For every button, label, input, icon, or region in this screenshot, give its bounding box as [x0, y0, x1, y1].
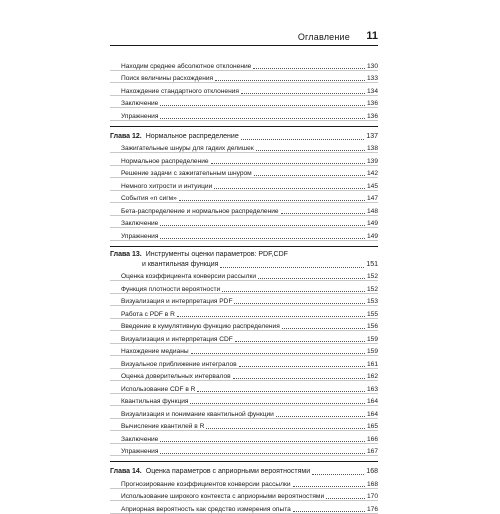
leader-dots	[222, 291, 365, 292]
toc-entry-title: Оценка доверительных интервалов	[121, 373, 231, 380]
toc-entry[interactable]	[110, 419, 378, 432]
chapter-page: 151	[366, 260, 378, 268]
leader-dots	[241, 93, 365, 94]
toc-entry[interactable]	[110, 294, 378, 307]
chapter-label: Глава 13.	[110, 250, 142, 258]
toc-entry[interactable]	[110, 444, 378, 457]
toc-entry-title: Немного хитрости и интуиции	[121, 182, 213, 190]
toc-entry-page: 156	[366, 323, 378, 330]
leader-dots	[233, 378, 365, 379]
toc-entry[interactable]	[110, 394, 378, 407]
leader-dots	[160, 105, 365, 106]
toc-entry-title: Поиск величины расхождения	[121, 75, 214, 82]
chapter-13-heading[interactable]	[110, 246, 378, 269]
toc-entry[interactable]	[110, 166, 378, 179]
toc-entry[interactable]	[110, 476, 378, 489]
chapter-label: Глава 12.	[110, 132, 142, 140]
toc-entry-title: Нормальное распределение	[121, 157, 209, 165]
leader-dots	[326, 498, 365, 499]
leader-dots	[160, 118, 365, 119]
leader-dots	[239, 366, 365, 367]
toc-entry[interactable]	[110, 319, 378, 332]
leader-dots	[258, 278, 365, 279]
toc-entry[interactable]	[110, 178, 378, 191]
toc-entry-title: Прогнозирование коэффициентов конверсии рассылки	[121, 480, 291, 488]
toc-entry[interactable]	[110, 96, 378, 109]
toc-entry-page: 145	[366, 182, 378, 190]
toc-entry-page: 162	[366, 373, 378, 380]
toc-entry-title: Заключение	[121, 220, 159, 227]
leader-dots	[293, 511, 365, 512]
toc-entry-page: 164	[366, 410, 378, 418]
chapter-label: Глава 14.	[110, 468, 142, 475]
toc-entry[interactable]	[110, 203, 378, 216]
toc-entry-title: Визуальное приближение интегралов	[121, 360, 237, 368]
leader-dots	[160, 225, 365, 226]
chapter-title: Оценка параметров с априорными вероятностями	[145, 468, 311, 475]
toc-entry-page: 163	[366, 385, 378, 393]
toc-entry[interactable]	[110, 216, 378, 229]
toc-entry-title: Вычисление квантилей в R	[121, 423, 205, 430]
toc-entry-title: Использование CDF в R	[121, 385, 196, 393]
leader-dots	[215, 80, 365, 81]
toc-entry[interactable]	[110, 501, 378, 514]
toc-entry-page: 167	[366, 448, 378, 455]
toc-entry-title: Визуализация и интерпретация CDF	[121, 335, 233, 343]
toc-entry-title: События «n сигм»	[121, 195, 177, 202]
toc-entry-page: 149	[366, 220, 378, 227]
leader-dots	[190, 403, 365, 404]
running-head-title: Оглавление	[297, 32, 350, 42]
toc-entry[interactable]	[110, 344, 378, 357]
toc-entry-page: 164	[366, 398, 378, 405]
toc-entry-page: 161	[366, 360, 378, 368]
toc-entry-title: Находим среднее абсолютное отклонение	[121, 62, 252, 70]
leader-dots	[177, 316, 365, 317]
toc-entry[interactable]	[110, 83, 378, 96]
leader-dots	[179, 200, 365, 201]
toc-entry-page: 142	[366, 170, 378, 177]
toc-entry-title: Априорная вероятность как средство измерения опыта	[121, 505, 291, 513]
toc-entry-page: 136	[366, 100, 378, 107]
leader-dots	[211, 163, 365, 164]
toc-entry-page: 159	[366, 348, 378, 355]
toc-entry-page: 170	[366, 493, 378, 500]
toc-entry-title: Использование широкого контекста с априорными вероятностями	[121, 493, 325, 500]
chapter-14-sections	[110, 476, 378, 514]
leader-dots	[214, 188, 365, 189]
toc-entry-page: 153	[366, 298, 378, 305]
leader-dots	[197, 391, 365, 392]
chapter-title: Нормальное распределение	[145, 132, 239, 140]
toc-entry[interactable]	[110, 141, 378, 154]
leader-dots	[312, 474, 364, 475]
chapter-12-heading[interactable]	[110, 126, 378, 141]
toc-entry[interactable]	[110, 269, 378, 282]
page-number: 11	[366, 30, 378, 42]
toc-entry-title: Введение в кумулятивную функцию распределения	[121, 323, 280, 330]
leader-dots	[293, 486, 365, 487]
leader-dots	[206, 428, 365, 429]
toc-entry-title: Заключение	[121, 435, 159, 443]
toc-entry-title: Работа с PDF в R	[121, 310, 175, 318]
chapter-13-sections	[110, 269, 378, 457]
toc-entry-page: 152	[366, 285, 378, 293]
toc-entry-page: 166	[366, 435, 378, 443]
toc-entry[interactable]	[110, 381, 378, 394]
leader-dots	[281, 213, 365, 214]
chapter-title-line-1: Инструменты оценки параметров: PDF,CDF	[145, 250, 288, 258]
toc-entry-page: 155	[366, 310, 378, 318]
toc-entry[interactable]	[110, 406, 378, 419]
leader-dots	[276, 416, 365, 417]
toc-entry[interactable]	[110, 489, 378, 502]
toc-entry[interactable]	[110, 191, 378, 204]
toc-entry-title: Решение задачи с зажигательным шнуром	[121, 170, 252, 177]
toc-entry-page: 136	[366, 112, 378, 120]
toc-entry-title: Визуализация и понимание квантильной функции	[121, 410, 274, 418]
leader-dots	[253, 68, 365, 69]
toc-entry[interactable]	[110, 331, 378, 344]
toc-entry-page: 168	[366, 480, 378, 488]
toc-entry-page: 149	[366, 232, 378, 240]
toc-entry-title: Зажигательные шнуры для гадких делишек	[121, 145, 254, 152]
toc-entry-page: 148	[366, 207, 378, 215]
leader-dots	[254, 175, 365, 176]
leader-dots	[256, 150, 365, 151]
toc-entry-title: Квантильная функция	[121, 398, 189, 405]
leader-dots	[160, 453, 365, 454]
toc-entry-title: Упражнения	[121, 232, 159, 240]
toc-entry-title: Бета-распределение и нормальное распределение	[121, 207, 279, 215]
chapter-12-sections	[110, 141, 378, 241]
toc-entry[interactable]	[110, 58, 378, 71]
leader-dots	[282, 328, 365, 329]
chapter-page: 168	[366, 468, 378, 475]
leader-dots	[235, 341, 365, 342]
toc-entry-page: 147	[366, 195, 378, 202]
toc-entry-page: 138	[366, 145, 378, 152]
toc-entry-page: 165	[366, 423, 378, 430]
toc-entry-title: Визуализация и интерпретация PDF	[121, 298, 233, 305]
toc-entry-title: Заключение	[121, 100, 159, 107]
running-head	[110, 31, 378, 46]
toc-entry[interactable]	[110, 228, 378, 241]
toc-entry[interactable]	[110, 108, 378, 121]
chapter-title-line-2: и квантильная функция	[142, 260, 219, 268]
toc-entry[interactable]	[110, 306, 378, 319]
toc-entry-page: 152	[366, 273, 378, 280]
toc-entry[interactable]	[110, 281, 378, 294]
leader-dots	[220, 267, 364, 268]
leader-dots	[191, 353, 365, 354]
toc-entry[interactable]	[110, 71, 378, 84]
table-of-contents	[110, 58, 378, 514]
toc-entry[interactable]	[110, 356, 378, 369]
toc-entry-page: 159	[366, 335, 378, 343]
chapter-14-heading[interactable]	[110, 461, 378, 476]
chapter-11-tail	[110, 58, 378, 121]
toc-entry-title: Нахождение медианы	[121, 348, 189, 355]
toc-entry-page: 134	[366, 87, 378, 95]
toc-entry-page: 176	[366, 505, 378, 513]
leader-dots	[160, 238, 365, 239]
leader-dots	[160, 441, 365, 442]
toc-entry[interactable]	[110, 431, 378, 444]
toc-entry-page: 130	[366, 62, 378, 70]
toc-entry-title: Упражнения	[121, 112, 159, 120]
toc-entry[interactable]	[110, 369, 378, 382]
toc-entry-title: Функция плотности вероятности	[121, 285, 221, 293]
toc-entry-title: Нахождение стандартного отклонения	[121, 87, 239, 95]
toc-entry-page: 133	[366, 75, 378, 82]
toc-entry-title: Упражнения	[121, 448, 159, 455]
toc-entry-page: 139	[366, 157, 378, 165]
leader-dots	[241, 139, 365, 140]
toc-entry[interactable]	[110, 153, 378, 166]
leader-dots	[234, 303, 365, 304]
chapter-page: 137	[366, 132, 378, 140]
toc-entry-title: Оценка коэффициента конверсии рассылки	[121, 273, 257, 280]
